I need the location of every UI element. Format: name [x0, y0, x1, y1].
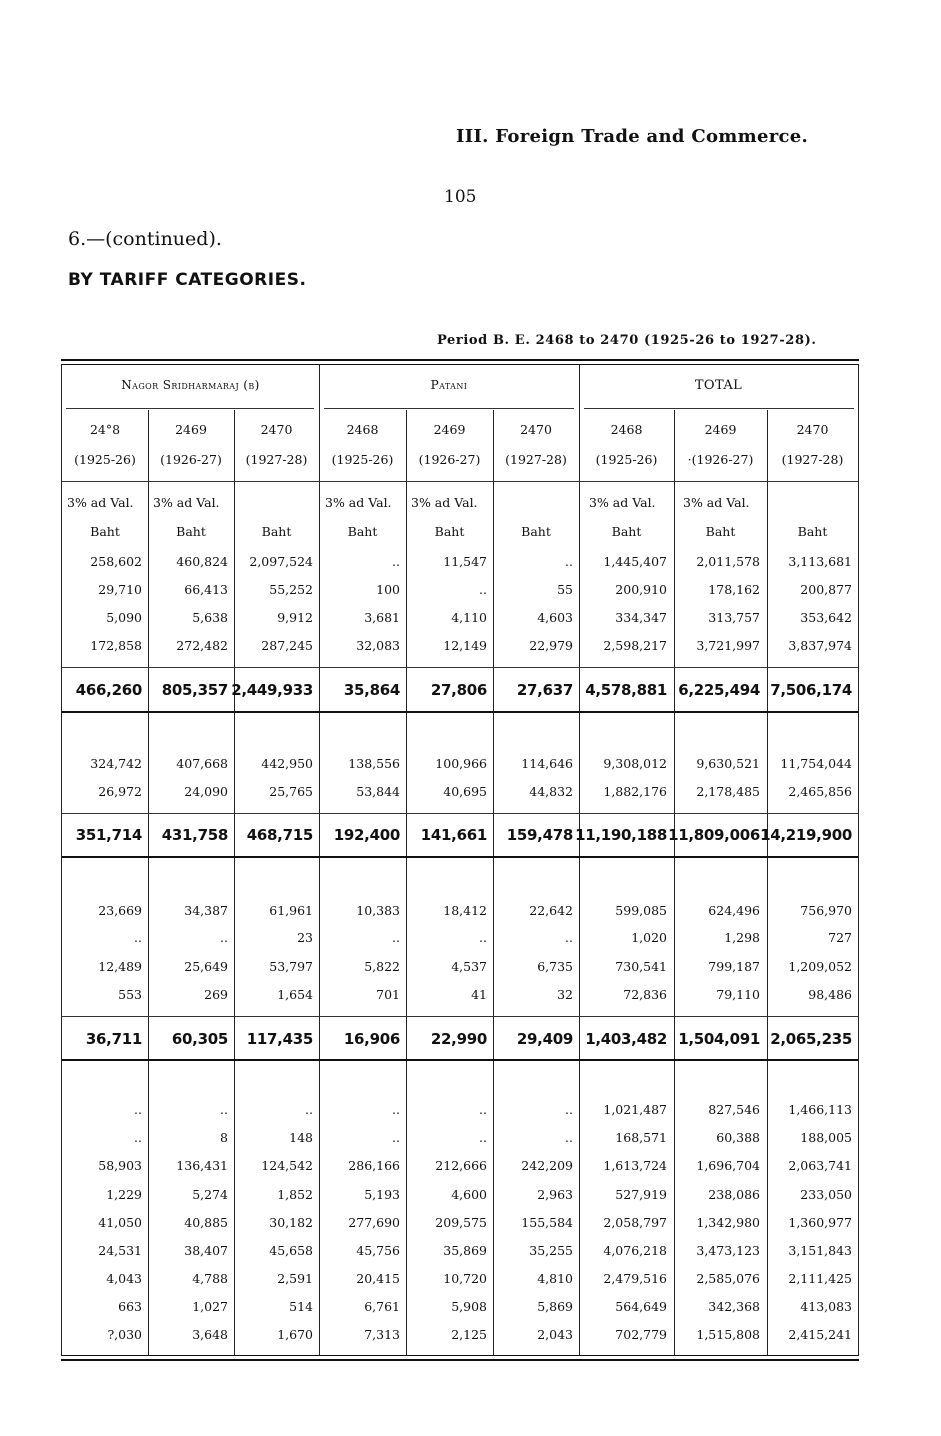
table-cell: .. — [134, 1130, 142, 1145]
tariff-label: 3% ad Val. — [411, 495, 478, 510]
block-rule — [62, 856, 858, 858]
col-separator — [674, 410, 675, 1355]
table-cell: 60,388 — [716, 1130, 760, 1145]
subtotal-rule — [62, 813, 858, 814]
table-cell: 4,600 — [451, 1187, 487, 1202]
col-separator — [767, 410, 768, 1355]
section-title: III. Foreign Trade and Commerce. — [456, 126, 809, 147]
table-cell: 114,646 — [521, 756, 573, 771]
col-separator — [234, 410, 235, 1355]
table-cell: 98,486 — [808, 987, 852, 1002]
table-cell: 4,603 — [537, 610, 573, 625]
group-header-nagor: Nagor Sridharmaraj (b) — [121, 378, 260, 392]
table-cell: 4,110 — [451, 610, 487, 625]
table-cell: 2,963 — [537, 1187, 573, 1202]
table-cell: 124,542 — [261, 1158, 313, 1173]
table-cell: 38,407 — [184, 1243, 228, 1258]
table-cell: 44,832 — [529, 784, 573, 799]
table-cell: 136,431 — [176, 1158, 228, 1173]
year-header: 2469 — [704, 422, 737, 437]
table-cell: 3,113,681 — [788, 554, 852, 569]
table-cell: .. — [565, 1102, 573, 1117]
table-cell: 2,591 — [277, 1271, 313, 1286]
col-separator — [319, 410, 320, 1355]
unit-label: Baht — [797, 524, 828, 539]
table-cell: 1,298 — [724, 930, 760, 945]
table-cell: 1,466,113 — [788, 1102, 852, 1117]
table-cell: 24,090 — [184, 784, 228, 799]
total-cell: 192,400 — [333, 826, 400, 844]
col-separator — [493, 410, 494, 1355]
total-cell: 27,806 — [430, 681, 487, 699]
table-cell: 2,479,516 — [603, 1271, 667, 1286]
col-separator — [579, 410, 580, 1355]
table-cell: 2,585,076 — [696, 1271, 760, 1286]
table-cell: 1,445,407 — [603, 554, 667, 569]
table-cell: 53,797 — [269, 959, 313, 974]
unit-label: Baht — [261, 524, 292, 539]
table-cell: 342,368 — [708, 1299, 760, 1314]
table-cell: 413,083 — [800, 1299, 852, 1314]
table-cell: 2,097,524 — [249, 554, 313, 569]
total-cell: 117,435 — [246, 1030, 313, 1048]
table-right-border — [858, 364, 859, 1356]
total-cell: 35,864 — [343, 681, 400, 699]
table-cell: 2,111,425 — [788, 1271, 852, 1286]
table-cell: 4,810 — [537, 1271, 573, 1286]
table-cell: .. — [565, 1130, 573, 1145]
table-cell: 18,412 — [443, 903, 487, 918]
table-cell: 23 — [297, 930, 313, 945]
table-cell: 4,788 — [192, 1271, 228, 1286]
table-cell: .. — [479, 1102, 487, 1117]
table-cell: 11,754,044 — [780, 756, 852, 771]
table-cell: 9,630,521 — [696, 756, 760, 771]
year-header: 2468 — [610, 422, 643, 437]
total-cell: 6,225,494 — [678, 681, 760, 699]
table-cell: 6,761 — [364, 1299, 400, 1314]
table-cell: 564,649 — [615, 1299, 667, 1314]
fiscal-year-header: (1925-26) — [331, 452, 394, 467]
table-cell: 9,308,012 — [603, 756, 667, 771]
table-cell: 10,720 — [443, 1271, 487, 1286]
table-cell: 8 — [220, 1130, 228, 1145]
table-cell: 599,085 — [615, 903, 667, 918]
total-cell: 466,260 — [75, 681, 142, 699]
table-left-border — [61, 364, 62, 1356]
year-header: 2470 — [260, 422, 293, 437]
table-cell: 3,473,123 — [696, 1243, 760, 1258]
table-cell: .. — [134, 1102, 142, 1117]
table-cell: 2,415,241 — [788, 1327, 852, 1342]
table-cell: 79,110 — [716, 987, 760, 1002]
block-rule — [62, 711, 858, 713]
table-cell: 178,162 — [708, 582, 760, 597]
table-cell: 41 — [471, 987, 487, 1002]
total-cell: 36,711 — [85, 1030, 142, 1048]
total-cell: 4,578,881 — [585, 681, 667, 699]
table-cell: 2,465,856 — [788, 784, 852, 799]
table-cell: 514 — [289, 1299, 313, 1314]
table-cell: 242,209 — [521, 1158, 573, 1173]
tariff-label: 3% ad Val. — [325, 495, 392, 510]
table-cell: 702,779 — [615, 1327, 667, 1342]
group-underline — [66, 408, 314, 409]
total-cell: 2,065,235 — [770, 1030, 852, 1048]
category-title: BY TARIFF CATEGORIES. — [68, 270, 307, 290]
total-cell: 7,506,174 — [770, 681, 852, 699]
table-cell: 624,496 — [708, 903, 760, 918]
table-cell: .. — [220, 930, 228, 945]
total-cell: 2,449,933 — [231, 681, 313, 699]
table-top-rule-2 — [61, 364, 859, 365]
total-cell: 22,990 — [430, 1030, 487, 1048]
fiscal-year-header: (1925-26) — [74, 452, 136, 467]
table-cell: 45,756 — [356, 1243, 400, 1258]
unit-label: Baht — [611, 524, 642, 539]
year-header: 2469 — [433, 422, 466, 437]
table-cell: .. — [305, 1102, 313, 1117]
table-cell: 10,383 — [356, 903, 400, 918]
table-cell: 1,342,980 — [696, 1215, 760, 1230]
table-cell: 168,571 — [615, 1130, 667, 1145]
table-cell: ?,030 — [107, 1327, 142, 1342]
table-cell: 1,613,724 — [603, 1158, 667, 1173]
table-cell: 5,869 — [537, 1299, 573, 1314]
table-cell: 4,043 — [106, 1271, 142, 1286]
table-cell: 2,598,217 — [603, 638, 667, 653]
table-cell: 1,021,487 — [603, 1102, 667, 1117]
table-cell: 25,765 — [269, 784, 313, 799]
block-rule — [62, 1059, 858, 1061]
page-number: 105 — [444, 187, 477, 207]
table-cell: 7,313 — [364, 1327, 400, 1342]
table-cell: 407,668 — [176, 756, 228, 771]
col-separator — [148, 410, 149, 1355]
fiscal-year-header: ·(1926-27) — [687, 452, 754, 467]
table-cell: 287,245 — [261, 638, 313, 653]
table-cell: 32,083 — [356, 638, 400, 653]
total-cell: 351,714 — [75, 826, 142, 844]
table-cell: 66,413 — [184, 582, 228, 597]
table-cell: 4,537 — [451, 959, 487, 974]
tariff-label: 3% ad Val. — [153, 495, 220, 510]
group-underline — [584, 408, 854, 409]
table-cell: 20,415 — [356, 1271, 400, 1286]
group-header-patani: Patani — [430, 378, 468, 392]
table-cell: 258,602 — [90, 554, 142, 569]
unit-label: Baht — [90, 524, 120, 539]
unit-label: Baht — [176, 524, 206, 539]
table-cell: 5,193 — [364, 1187, 400, 1202]
table-bottom-rule — [61, 1355, 859, 1356]
table-cell: 3,837,974 — [788, 638, 852, 653]
table-cell: 460,824 — [176, 554, 228, 569]
table-cell: 6,735 — [537, 959, 573, 974]
table-cell: 100 — [376, 582, 400, 597]
group-header-total: TOTAL — [694, 378, 743, 393]
table-cell: 100,966 — [435, 756, 487, 771]
table-cell: 212,666 — [435, 1158, 487, 1173]
unit-label: Baht — [347, 524, 378, 539]
table-cell: .. — [392, 1130, 400, 1145]
total-cell: 29,409 — [516, 1030, 573, 1048]
fiscal-year-header: (1926-27) — [160, 452, 222, 467]
table-cell: 334,347 — [615, 610, 667, 625]
table-cell: 25,649 — [184, 959, 228, 974]
table-cell: 442,950 — [261, 756, 313, 771]
table-cell: 23,669 — [98, 903, 142, 918]
table-cell: 40,695 — [443, 784, 487, 799]
table-cell: 200,910 — [615, 582, 667, 597]
table-cell: 4,076,218 — [603, 1243, 667, 1258]
table-cell: 40,885 — [184, 1215, 228, 1230]
table-cell: 313,757 — [708, 610, 760, 625]
unit-label: Baht — [521, 524, 551, 539]
unit-label: Baht — [434, 524, 465, 539]
table-cell: .. — [479, 1130, 487, 1145]
total-cell: 11,190,188 — [575, 826, 667, 844]
table-cell: 11,547 — [443, 554, 487, 569]
table-cell: 272,482 — [176, 638, 228, 653]
table-cell: 2,178,485 — [696, 784, 760, 799]
table-cell: .. — [134, 930, 142, 945]
table-top-rule — [61, 359, 859, 361]
table-cell: 209,575 — [435, 1215, 487, 1230]
table-cell: 1,882,176 — [603, 784, 667, 799]
year-header-underline — [62, 481, 858, 482]
year-header: 2468 — [346, 422, 379, 437]
year-header: 2469 — [175, 422, 207, 437]
table-cell: 1,209,052 — [788, 959, 852, 974]
table-cell: 1,654 — [277, 987, 313, 1002]
table-cell: 5,908 — [451, 1299, 487, 1314]
year-header: 24°8 — [89, 422, 121, 437]
total-cell: 27,637 — [516, 681, 573, 699]
table-cell: 1,852 — [277, 1187, 313, 1202]
total-cell: 11,809,006 — [668, 826, 760, 844]
table-cell: 2,043 — [537, 1327, 573, 1342]
table-cell: 1,515,808 — [696, 1327, 760, 1342]
table-cell: 3,681 — [364, 610, 400, 625]
period-label: Period B. E. 2468 to 2470 (1925-26 to 1927-28). — [437, 333, 817, 348]
table-cell: 5,822 — [364, 959, 400, 974]
table-cell: 29,710 — [98, 582, 142, 597]
table-cell: 5,090 — [106, 610, 142, 625]
total-cell: 1,403,482 — [585, 1030, 667, 1048]
table-cell: 12,489 — [98, 959, 142, 974]
table-cell: 827,546 — [708, 1102, 760, 1117]
table-cell: .. — [392, 930, 400, 945]
fiscal-year-header: (1927-28) — [781, 452, 844, 467]
table-cell: .. — [565, 930, 573, 945]
table-cell: 148 — [289, 1130, 313, 1145]
table-cell: 138,556 — [348, 756, 400, 771]
total-cell: 1,504,091 — [678, 1030, 760, 1048]
table-cell: 2,063,741 — [788, 1158, 852, 1173]
table-cell: 172,858 — [90, 638, 142, 653]
unit-label: Baht — [705, 524, 736, 539]
table-cell: 22,979 — [529, 638, 573, 653]
table-cell: 269 — [204, 987, 228, 1002]
table-cell: 155,584 — [521, 1215, 573, 1230]
table-cell: 24,531 — [98, 1243, 142, 1258]
table-cell: .. — [479, 582, 487, 597]
tariff-label: 3% ad Val. — [589, 495, 656, 510]
table-cell: 2,058,797 — [603, 1215, 667, 1230]
tariff-label: 3% ad Val. — [67, 495, 134, 510]
table-cell: 41,050 — [98, 1215, 142, 1230]
table-cell: 1,027 — [192, 1299, 228, 1314]
table-cell: 12,149 — [443, 638, 487, 653]
table-cell: 756,970 — [800, 903, 852, 918]
table-cell: 5,274 — [192, 1187, 228, 1202]
total-cell: 141,661 — [420, 826, 487, 844]
tariff-label: 3% ad Val. — [683, 495, 750, 510]
total-cell: 805,357 — [161, 681, 228, 699]
table-cell: 72,836 — [623, 987, 667, 1002]
table-cell: 1,020 — [631, 930, 667, 945]
total-cell: 159,478 — [506, 826, 573, 844]
table-bottom-rule-2 — [61, 1359, 859, 1361]
table-cell: 45,658 — [269, 1243, 313, 1258]
table-cell: 30,182 — [269, 1215, 313, 1230]
table-cell: 2,125 — [451, 1327, 487, 1342]
table-cell: 188,005 — [800, 1130, 852, 1145]
table-cell: 1,360,977 — [788, 1215, 852, 1230]
subtotal-rule — [62, 667, 858, 668]
table-cell: 200,877 — [800, 582, 852, 597]
year-header: 2470 — [796, 422, 829, 437]
col-separator — [406, 410, 407, 1355]
table-cell: 9,912 — [277, 610, 313, 625]
table-cell: 5,638 — [192, 610, 228, 625]
table-cell: 286,166 — [348, 1158, 400, 1173]
total-cell: 14,219,900 — [760, 826, 852, 844]
fiscal-year-header: (1927-28) — [505, 452, 567, 467]
total-cell: 431,758 — [161, 826, 228, 844]
table-cell: 53,844 — [356, 784, 400, 799]
table-cell: 238,086 — [708, 1187, 760, 1202]
table-cell: 701 — [376, 987, 400, 1002]
table-cell: 55,252 — [269, 582, 313, 597]
subtotal-rule — [62, 1016, 858, 1017]
table-cell: 233,050 — [800, 1187, 852, 1202]
total-cell: 16,906 — [343, 1030, 400, 1048]
table-cell: 3,151,843 — [788, 1243, 852, 1258]
table-cell: 2,011,578 — [696, 554, 760, 569]
year-header: 2470 — [520, 422, 552, 437]
table-cell: .. — [479, 930, 487, 945]
table-cell: 727 — [828, 930, 852, 945]
table-cell: 1,229 — [106, 1187, 142, 1202]
table-cell: 32 — [557, 987, 573, 1002]
group-underline — [324, 408, 574, 409]
table-cell: 34,387 — [184, 903, 228, 918]
table-cell: 35,255 — [529, 1243, 573, 1258]
table-cell: .. — [565, 554, 573, 569]
table-cell: 35,869 — [443, 1243, 487, 1258]
table-cell: 3,721,997 — [696, 638, 760, 653]
table-cell: 26,972 — [98, 784, 142, 799]
table-cell: 1,670 — [277, 1327, 313, 1342]
table-cell: .. — [220, 1102, 228, 1117]
table-cell: 663 — [118, 1299, 142, 1314]
table-cell: 527,919 — [615, 1187, 667, 1202]
table-cell: .. — [392, 554, 400, 569]
table-cell: 324,742 — [90, 756, 142, 771]
table-cell: 3,648 — [192, 1327, 228, 1342]
table-cell: 353,642 — [800, 610, 852, 625]
table-cell: 1,696,704 — [696, 1158, 760, 1173]
continued-label: 6.—(continued). — [68, 228, 222, 250]
table-cell: 61,961 — [269, 903, 313, 918]
table-cell: .. — [392, 1102, 400, 1117]
table-cell: 730,541 — [615, 959, 667, 974]
table-cell: 58,903 — [98, 1158, 142, 1173]
table-cell: 55 — [557, 582, 573, 597]
table-cell: 277,690 — [348, 1215, 400, 1230]
fiscal-year-header: (1926-27) — [418, 452, 481, 467]
total-cell: 468,715 — [246, 826, 313, 844]
table-cell: 553 — [118, 987, 142, 1002]
fiscal-year-header: (1925-26) — [595, 452, 658, 467]
table-cell: 22,642 — [529, 903, 573, 918]
fiscal-year-header: (1927-28) — [245, 452, 308, 467]
table-cell: 799,187 — [708, 959, 760, 974]
total-cell: 60,305 — [171, 1030, 228, 1048]
